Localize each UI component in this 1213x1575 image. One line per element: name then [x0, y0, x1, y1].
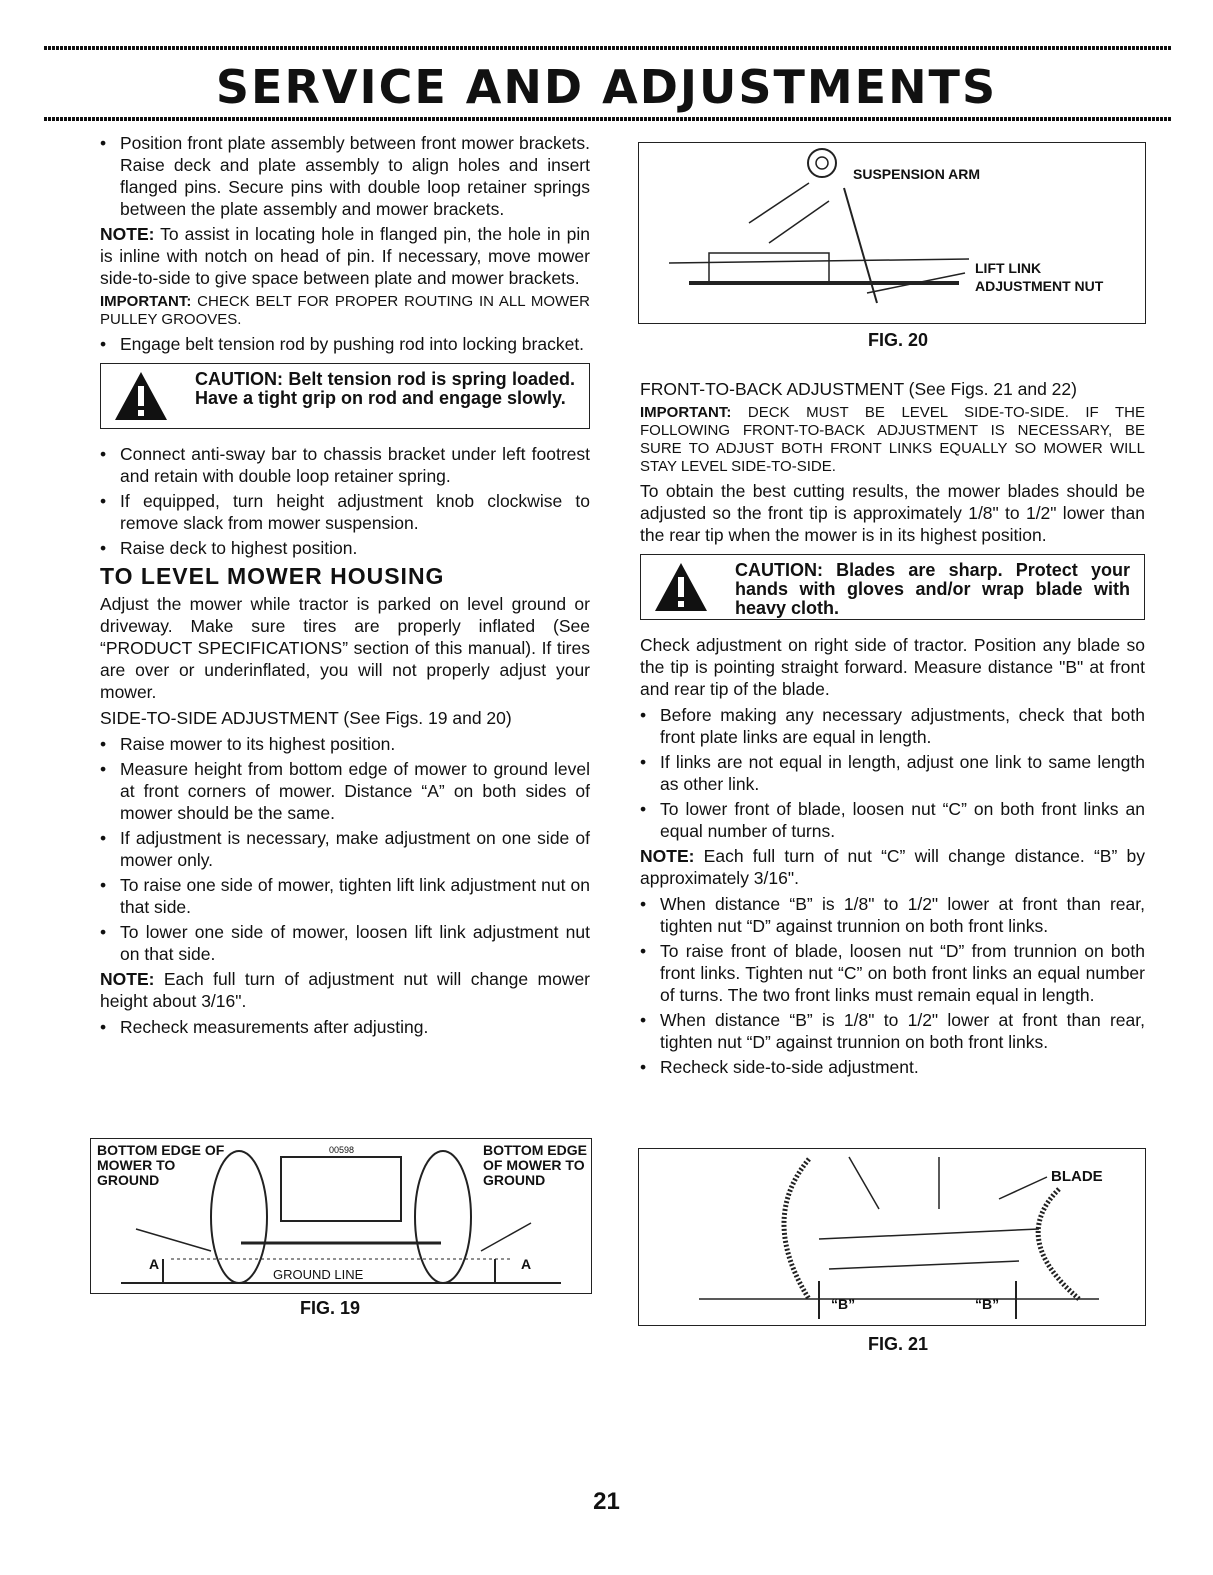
note-nut-c: NOTE: Each full turn of nut “C” will change distance. “B” by approximately 3/16". — [640, 846, 1145, 888]
bullet-height-knob: • If equipped, turn height adjustment knob clockwise to remove slack from mower suspension. — [100, 490, 590, 534]
important-belt-routing: IMPORTANT: CHECK BELT FOR PROPER ROUTING IN ALL MOWER PULLEY GROOVES. — [100, 293, 590, 328]
warning-triangle-icon — [653, 561, 709, 613]
header-rule-top — [44, 46, 1172, 50]
fig19-label-left: BOTTOM EDGE OF MOWER TO GROUND — [97, 1142, 225, 1188]
caution-text-belt: CAUTION: Belt tension rod is spring loaded. Have a tight grip on rod and engage slowly. — [195, 369, 575, 408]
paragraph-best-cutting: To obtain the best cutting results, the mower blades should be adjusted so the front tip is approximately 1/8" to 1/2" lower than the rear tip when the mower is in its highest position. — [640, 481, 1145, 545]
figure-19 — [90, 1138, 592, 1294]
bullet-tighten-d-1: • When distance “B” is 1/8" to 1/2" lower at front than rear, tighten nut “D” against trunnion on both front links. — [640, 893, 1145, 937]
figure-20 — [638, 142, 1146, 324]
fig21-b-right: “B” — [975, 1296, 1000, 1312]
fig19-a-left: A — [149, 1256, 160, 1272]
important-deck-level: IMPORTANT: DECK MUST BE LEVEL SIDE-TO-SIDE. IF THE FOLLOWING FRONT-TO-BACK ADJUSTMENT IS NECESSARY, BE SURE TO ADJUST BOTH FRONT LINKS EQUALLY SO MOWER WILL STAY LEVEL SIDE-TO-SIDE. — [640, 404, 1145, 475]
paragraph-check-adjustment: Check adjustment on right side of tractor. Position any blade so the tip is pointing straight forward. Measure distance "B" at front and rear tip of the blade. — [640, 635, 1145, 699]
note-full-turn: NOTE: Each full turn of adjustment nut will change mower height about 3/16". — [100, 969, 590, 1011]
bullet-recheck-side: • Recheck side-to-side adjustment. — [640, 1056, 1145, 1078]
bullet-before-adjust: • Before making any necessary adjustments, check that both front plate links are equal in length. — [640, 704, 1145, 748]
fig19-ground-line: GROUND LINE — [273, 1267, 364, 1282]
bullet-tighten-d-2: • When distance “B” is 1/8" to 1/2" lower at front than rear, tighten nut “D” against trunnion on both front links. — [640, 1009, 1145, 1053]
bullet-measure-height: • Measure height from bottom edge of mower to ground level at front corners of mower. Distance “A” on both sides of mower should be the same. — [100, 758, 590, 824]
section-heading-level-mower: TO LEVEL MOWER HOUSING — [100, 563, 445, 589]
bullet-raise-one-side: • To raise one side of mower, tighten lift link adjustment nut on that side. — [100, 874, 590, 918]
fig21-b-left: “B” — [831, 1296, 856, 1312]
left-column — [100, 132, 590, 1041]
bullet-lower-front: • To lower front of blade, loosen nut “C” on both front links an equal number of turns. — [640, 798, 1145, 842]
warning-triangle-icon — [113, 370, 169, 422]
paragraph-adjust-mower: Adjust the mower while tractor is parked on level ground or driveway. Make sure tires are properly inflated (See “PRODUCT SPECIFICATIONS” section of this manual). If tires are over or underinflated, you will not properly adjust your mower. — [100, 594, 590, 702]
fig21-caption: FIG. 21 — [868, 1334, 929, 1354]
subheading-front-to-back: FRONT-TO-BACK ADJUSTMENT (See Figs. 21 and 22) — [640, 379, 1077, 399]
header-rule-bottom — [44, 117, 1172, 121]
bullet-lower-one-side: • To lower one side of mower, loosen lift link adjustment nut on that side. — [100, 921, 590, 965]
right-column — [640, 378, 1145, 1081]
fig19-a-right: A — [521, 1256, 532, 1272]
caution-text-blades: CAUTION: Blades are sharp. Protect your hands with gloves and/or wrap blade with heavy cloth. — [735, 560, 1130, 618]
bullet-adjust-one-side: • If adjustment is necessary, make adjustment on one side of mower only. — [100, 827, 590, 871]
bullet-engage-belt: • Engage belt tension rod by pushing rod into locking bracket. — [100, 333, 590, 355]
caution-box-blades — [640, 554, 1145, 620]
bullet-links-not-equal: • If links are not equal in length, adjust one link to same length as other link. — [640, 751, 1145, 795]
figure-21 — [638, 1148, 1146, 1326]
fig21-blade-label: BLADE — [1051, 1168, 1103, 1185]
bullet-raise-front: • To raise front of blade, loosen nut “D” from trunnion on both front links. Tighten nut “C” on both front links an equal number of turns. The two front links must remain equal in length. — [640, 940, 1145, 1006]
fig20-caption: FIG. 20 — [868, 330, 929, 350]
fig20-adjustment-nut: ADJUSTMENT NUT — [975, 278, 1104, 294]
bullet-recheck: • Recheck measurements after adjusting. — [100, 1016, 590, 1038]
fig19-caption: FIG. 19 — [300, 1298, 361, 1318]
bullet-raise-deck: • Raise deck to highest position. — [100, 537, 590, 559]
bullet-anti-sway: • Connect anti-sway bar to chassis bracket under left footrest and retain with double loop retainer spring. — [100, 443, 590, 487]
page-title: SERVICE AND ADJUSTMENTS — [215, 60, 998, 114]
fig20-suspension-arm: SUSPENSION ARM — [853, 166, 981, 182]
subheading-side-to-side: SIDE-TO-SIDE ADJUSTMENT (See Figs. 19 and 20) — [100, 708, 512, 728]
caution-box-belt — [100, 363, 590, 429]
note-flanged-pin: NOTE: To assist in locating hole in flanged pin, the hole in pin is inline with notch on head of pin. If necessary, move mower side-to-side to give space between plate and mower brackets. — [100, 224, 590, 288]
fig20-lift-link: LIFT LINK — [975, 260, 1042, 276]
page-number: 21 — [593, 1488, 620, 1515]
fig19-label-right: BOTTOM EDGE OF MOWER TO GROUND — [483, 1142, 587, 1188]
fig19-code: 00598 — [329, 1145, 355, 1155]
bullet-raise-highest: • Raise mower to its highest position. — [100, 733, 590, 755]
bullet-position-plate: • Position front plate assembly between front mower brackets. Raise deck and plate assembly to align holes and insert flanged pins. Secure pins with double loop retainer springs between the plate assembly and mower brackets. — [100, 132, 590, 220]
